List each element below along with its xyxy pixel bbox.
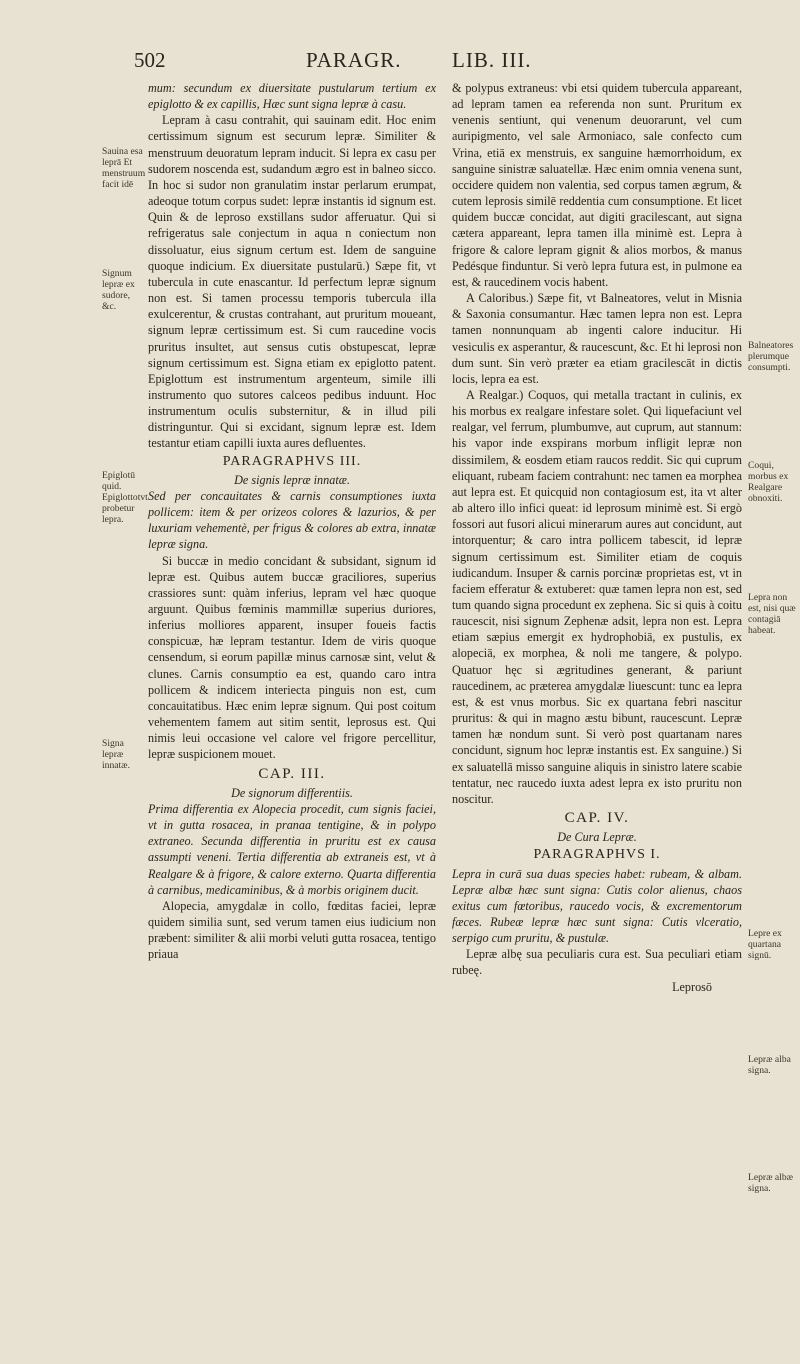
paragraph: A Realgar.) Coquos, qui metalla tractant in culinis, ex his morbus ex realgare infestare solet. Qui liquefaciunt vel realgar, vel ferrum, plumbumve, aut cuprum, aut stannum: his vapor inde exspirans morbum infligit lepræ non dissimilem, & eosdem etiam raucos reddit. Sic qui cuprum eliquant, rubeam faciem contrahunt: nec tamen ea morphea aut lepra est. Et quicquid non contagiosum est, ita vt alter ab altero illo infici queat: id leprosum minimè est. Si ergò fossori aut fusori alicui minerarum aures aut concidunt, aut intorquentur; & caro intra pollicem tabescit, id lepræ signum certissimum est. Similiter etiam de coquis iudicandum. Insuper & carnis porcinæ proprietas est, vt in faciem efferatur & extuberet: quæ tamen lepra non est, sed tum quando signa procedunt ex zephena. Sic si quis à coitu raucescit, nisi signum Zephenæ adsit, lepra non est. Lepra etiam sæpius emergit ex hydrophobiā, ex pustulis, ex alopeciā, ex morphea, & noli me tangere, & polypo. Quatuor hęc si ægritudines generant, & pariunt raucedinem, ac præterea amygdalæ liuescunt: tunc ea lepra est, & est vnus morbus. Sic ex quartana febri nascitur pruritus: & qui in magno æstu bibunt, raucescunt. Lepræ tamen hæ nondum sunt. Si verò post quartanam nares concidunt, signum hoc lepræ instantis est. Ex sanguine.) Si ex saluatellā misso sanguine aliquis in sinistro latere scabie tentatur, nec raucedo iuxta adest lepra ex isto pruritu non noscitur. <box>452 387 742 806</box>
paragraph: & polypus extraneus: vbi etsi quidem tubercula appareant, ad lepram tamen ea referenda non sunt. Pruritum ex venenis sentiunt, qui venenum deuorarunt, vel cum auripigmento, vel sale Armoniaco, sale confecto cum Vrina, etiā ex menstruis, ex sanguine hæmorrhoidum, ex sanguine sinistræ saluatellæ. Hæc enim omnia venena sunt, occidere quidem non valentia, sed corpus tamen ægrum, & cutem leprosis similē reddentia cum consumptione. Et licet quidem buccæ concidat, aut digiti gracilescant, aut signa cætera appareant, lepra tamen illa minimè est. Lepra à frigore & calore lepram gignit & alios morbos, & manus Pedésque finduntur. Si verò lepra futura est, in pulmone ea est, & raucedinem vocis habent. <box>452 81 742 289</box>
running-header <box>0 48 800 78</box>
section-intro: Sed per concauitates & carnis consumptiones iuxta pollicem: item & per orizeos colores & lazurios, & per luxuriam vehementè, per frigus & colores ab extra, innatæ lepræ signa. <box>148 488 436 552</box>
margin-note: Epiglotū quid. Epiglottotvt probetur lepra. <box>102 470 148 525</box>
section-intro: Lepra in curā sua duas species habet: rubeam, & albam. Lepræ albæ hæc sunt signa: Cutis color alienus, chaos exitus cum fœtoribus, raucedo vocis, & excrementorum fæces. Rubeæ lepræ hæc sunt signa: Cutis vlceratio, serpigo cum pruritu, & pustulæ. <box>452 866 742 946</box>
section-intro: mum: secundum ex diuersitate pustularum tertium ex epiglotto & ex capillis, Hæc sunt signa lepræ à casu. <box>148 81 436 112</box>
chapter-subtitle: De Cura Lepræ. <box>557 830 637 845</box>
header-left-title: PARAGR. <box>306 48 402 72</box>
paragraph: Alopecia, amygdalæ in collo, fœditas faciei, lepræ quidem similia sunt, sed verum tamen eius iudicium non præbent: similiter & alii morbi veluti gutta rosacea, tentigo priaua <box>148 898 436 962</box>
margin-note: Signum lepræ ex sudore, &c. <box>102 268 135 312</box>
margin-note: Lepræ alba signa. <box>748 1054 791 1076</box>
chapter-subtitle: De signorum differentiis. <box>231 785 353 800</box>
paragraph: Lepræ albę sua peculiaris cura est. Sua peculiari etiam rubeę. <box>452 947 742 978</box>
section-intro: Prima differentia ex Alopecia procedit, cum signis faciei, vt in gutta rosacea, in pranaa tentigine, & in polypo extraneo. Secunda differentia in pruritu est ex causa assumpti veneni. Tertia differentia ab extraneis est, vt à Realgare & à frigore, & calore externo. Quarta differentia à carnibus, medicaminibus, & à morbis originem ducit. <box>148 801 436 897</box>
paragraph: Si buccæ in medio concidant & subsidant, signum id lepræ est. Quibus autem buccæ graciliores, superius crassiores sunt: quàm inferius, lepram vel hæc quoque arguunt. Quibus fœminis mammillæ superius duriores, inferius molliores apparent, insuper foueis factis conspicuæ, hæ lepram testantur. Idem de viris quoque censendum, si eorum papillæ minus carnosæ sint, velut & clunes. Carnis consumptio ea est, quando caro intra pollicem & indicem interiecta pinguis non est, cum concauitatibus. Hæc enim lepræ signum. Qui post coitum vehementem famem aut sitim sentit, leprosus est. Qui nimis leui occasione vel calore vel frigore percellitur, lepræ suspicionem mouet. <box>148 553 436 762</box>
section-heading: PARAGRAPHVS I. <box>533 847 661 863</box>
page-number: 502 <box>134 48 166 72</box>
header-right-title: LIB. III. <box>452 48 532 72</box>
margin-note: Coqui, morbus ex Realgare obnoxiti. <box>748 460 789 504</box>
section-heading: PARAGRAPHVS III. <box>222 453 362 469</box>
right-column <box>452 80 742 995</box>
chapter-heading: CAP. III. <box>258 765 326 782</box>
paragraph: Lepram à casu contrahit, qui sauinam edit. Hoc enim certissimum signum est securum lepræ. Similiter & menstruum deuoratum lepram inducit. Si lepra ex casu per sudorem noscenda est, sudandum ægro est in balneo sicco. In hoc si sudor non granulatim instar perlarum erumpat, adeoque totum corpus sudet: lepræ instantis id signum est. Quin & de leproso exstillans sudor afferuatur. Qui si refrigeratus sale conjectum in aqua n coniectum non dissoluatur, eius signum certum est. Idem de sanguine quoque indicium. Ex diuersitate pustularū.) Sæpe fit, vt tubercula in cute enascantur. Id perfectum lepræ signum non est. Si tamen processu temporis tubercula illa exulcerentur, & crustas contrahant, aut pruritum moueant, signum lepræ certissimum est. Si cum raucedine vocis pruritus insultet, aut sensus cutis obstupescat, lepræ signum certissimum est. Signa etiam ex epiglotto patent. Epiglottum est instrumentum argenteum, simile illi instrumento quo sutores calceos pedibus induunt. Hoc instrumentum oculis substernitur, & in illud pili distringuntur. Qui si excidant, signum lepræ est. Idem testantur etiam capilli iuxta aures defluentes. <box>148 113 436 451</box>
catchword: Leprosō <box>672 979 712 994</box>
margin-note: Lepra non est, nisi quæ contagiā habeat. <box>748 592 796 636</box>
margin-note: Signa lepræ innatæ. <box>102 738 130 771</box>
margin-note: Lepre ex quartana signū. <box>748 928 782 961</box>
margin-note: Lepræ albæ signa. <box>748 1172 794 1194</box>
chapter-heading: CAP. IV. <box>564 810 630 827</box>
margin-note: Balneatores plerumque consumpti. <box>748 340 794 373</box>
margin-note: Sauina esa leprā Et menstruum facit idē <box>102 146 146 190</box>
left-column <box>148 80 436 962</box>
section-subtitle: De signis lepræ innatæ. <box>234 472 350 487</box>
paragraph: A Caloribus.) Sæpe fit, vt Balneatores, velut in Misnia & Saxonia consumantur. Hæc tamen lepra non est. Lepra tamen nonnunquam ab ingenti calore inducitur. Hi vesiculis ex asperantur, & raucescunt, &c. Et hi leprosi non dum sunt. Sin verò præter ea etiam gracilescāt in dictis locis, lepra ea est. <box>452 291 742 386</box>
